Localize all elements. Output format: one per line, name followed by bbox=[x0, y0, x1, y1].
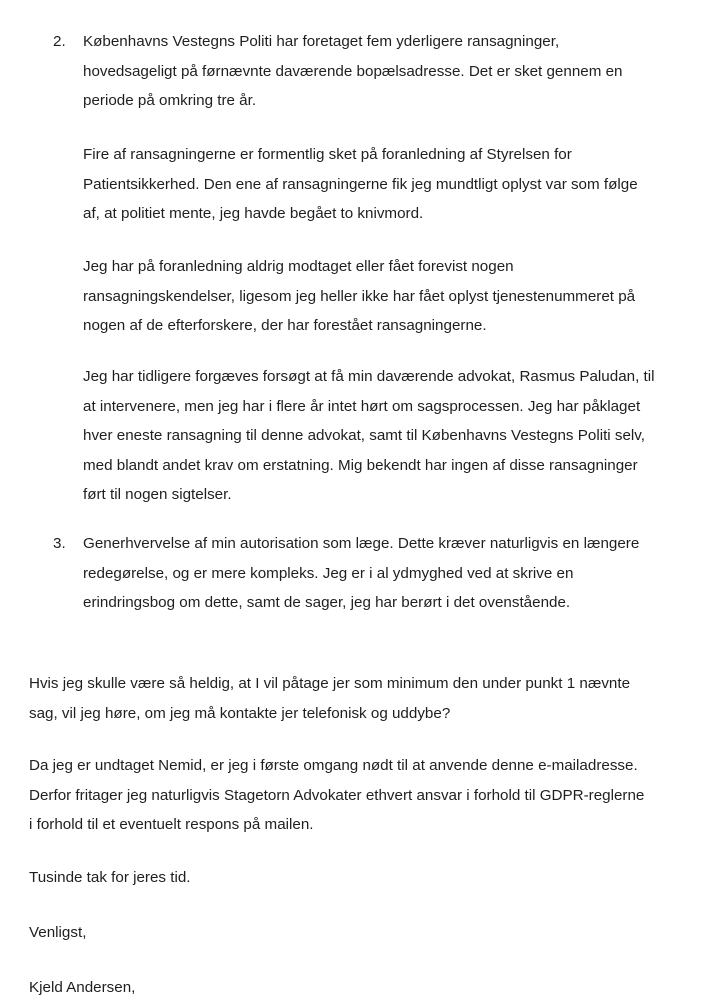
text-line: hovedsageligt på førnævnte daværende bopælsadresse. Det er sket gennem en bbox=[83, 62, 623, 80]
text-line: Fire af ransagningerne er formentlig sket på foranledning af Styrelsen for bbox=[83, 146, 572, 163]
text-line: Da jeg er undtaget Nemid, er jeg i første omgang nødt til at anvende denne e-mailadresse. bbox=[29, 757, 638, 774]
gdpr-paragraph bbox=[29, 751, 699, 840]
text-line: ført til nogen sigtelser. bbox=[83, 486, 232, 503]
text-line: med blandt andet krav om erstatning. Mig bekendt har ingen af disse ransagninger bbox=[83, 456, 638, 474]
text-line: Patientsikkerhed. Den ene af ransagningerne fik jeg mundtligt oplyst var som følge bbox=[83, 175, 638, 193]
closing-line bbox=[29, 918, 699, 948]
text-line: Jeg har på foranledning aldrig modtaget eller fået forevist nogen bbox=[83, 258, 514, 275]
thanks-line bbox=[29, 863, 699, 893]
item2-paragraph-3 bbox=[83, 252, 693, 341]
text-line: Derfor fritager jeg naturligvis Stagetorn Advokater ethvert ansvar i forhold til GDPR-reglerne bbox=[29, 786, 645, 804]
text-line: Jeg har tidligere forgæves forsøgt at få min daværende advokat, Rasmus Paludan, til bbox=[83, 368, 655, 385]
text-line: ransagningskendelser, ligesom jeg heller ikke har fået oplyst tjenestenummeret på bbox=[83, 287, 636, 305]
text-line: Kjeld Andersen, bbox=[29, 979, 136, 996]
text-line: nogen af de efterforskere, der har forestået ransagningerne. bbox=[83, 317, 487, 334]
list-number-3: 3. bbox=[53, 535, 66, 552]
text-line: erindringsbog om dette, samt de sager, jeg har berørt i det ovenstående. bbox=[83, 594, 571, 611]
text-line: af, at politiet mente, jeg havde begået to knivmord. bbox=[83, 205, 424, 222]
item2-paragraph-1 bbox=[83, 27, 693, 116]
text-line: redegørelse, og er mere kompleks. Jeg er i al ydmyghed ved at skrive en bbox=[83, 564, 574, 582]
list-number-2: 2. bbox=[53, 33, 66, 50]
text-line: i forhold til et eventuelt respons på mailen. bbox=[29, 816, 314, 833]
text-line: Tusinde tak for jeres tid. bbox=[29, 869, 191, 886]
text-line: at intervenere, men jeg har i flere år intet hørt om sagsprocessen. Jeg har påklaget bbox=[83, 397, 641, 415]
text-line: sag, vil jeg høre, om jeg må kontakte jer telefonisk og uddybe? bbox=[29, 704, 451, 722]
text-line: Hvis jeg skulle være så heldig, at I vil påtage jer som minimum den under punkt 1 nævnte bbox=[29, 675, 631, 692]
signature-line bbox=[29, 973, 699, 1003]
text-line: Venligst, bbox=[29, 924, 87, 941]
text-line: hver eneste ransagning til denne advokat, samt til Københavns Vestegns Politi selv, bbox=[83, 427, 645, 444]
text-line: Generhvervelse af min autorisation som læge. Dette kræver naturligvis en længere bbox=[83, 535, 640, 552]
item3-paragraph bbox=[83, 529, 693, 618]
text-line: Københavns Vestegns Politi har foretaget fem yderligere ransagninger, bbox=[83, 33, 560, 50]
item2-paragraph-4 bbox=[83, 362, 693, 510]
request-paragraph bbox=[29, 669, 699, 728]
item2-paragraph-2 bbox=[83, 140, 693, 229]
text-line: periode på omkring tre år. bbox=[83, 92, 257, 109]
